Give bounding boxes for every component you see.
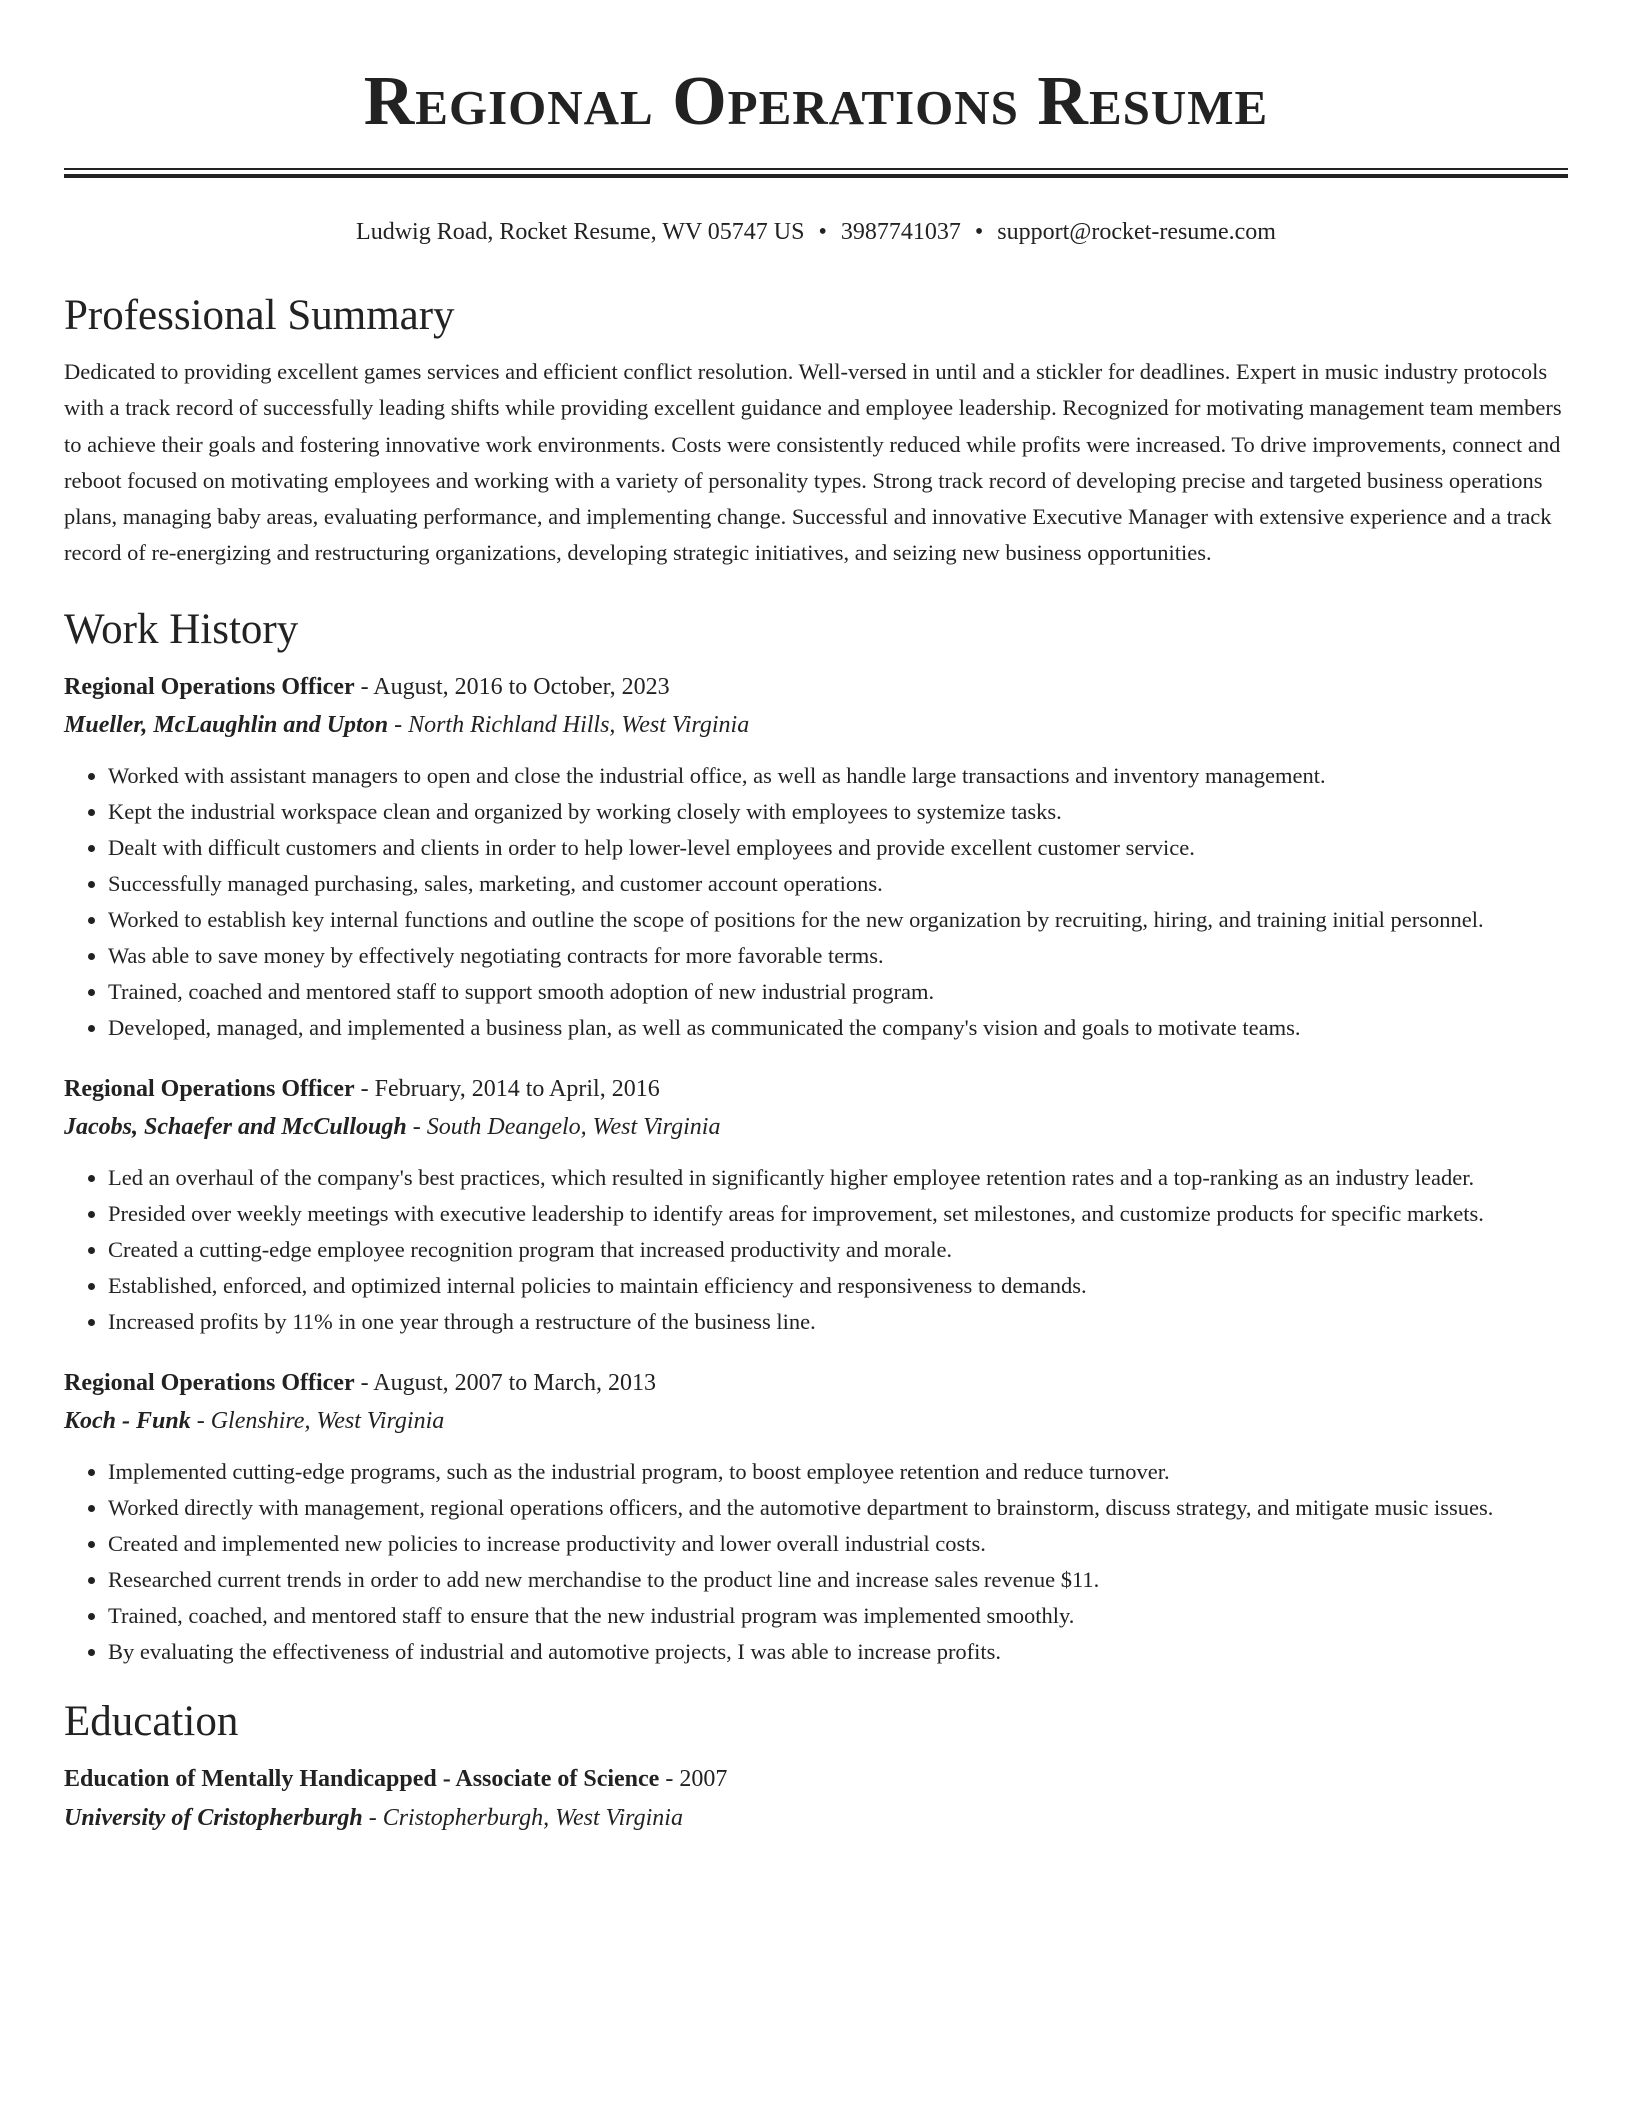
contact-address: Ludwig Road, Rocket Resume, WV 05747 US [356,219,805,245]
job-bullet: • Led an overhaul of the company's best practices, which resulted in significantly higher employee retention rates and a top-ranking as an industry leader. [108,1160,1568,1196]
job-bullet: • Worked directly with management, regional operations officers, and the automotive department to brainstorm, discuss strategy, and mitigate music issues. [108,1490,1568,1526]
work-history-section [64,602,1568,1670]
job-title-line [64,1364,1568,1402]
job-bullet: • Implemented cutting-edge programs, such as the industrial program, to boost employee retention and reduce turnover. [108,1454,1568,1490]
title-rule-thick [64,174,1568,178]
job-bullet: • Was able to save money by effectively negotiating contracts for more favorable terms. [108,938,1568,974]
job-location: - North Richland Hills, West Virginia [388,711,750,738]
job-bullet: • Worked with assistant managers to open and close the industrial office, as well as handle large transactions and inventory management. [108,758,1568,794]
job-bullet: • Dealt with difficult customers and clients in order to help lower-level employees and provide excellent customer service. [108,830,1568,866]
title-rule-thin [64,168,1568,170]
contact-separator: • [974,219,984,245]
job-company: Koch - Funk [64,1407,191,1434]
job-bullet: • Worked to establish key internal functions and outline the scope of positions for the new organization by recruiting, hiring, and training initial personnel. [108,902,1568,938]
section-heading-work-history: Work History [64,605,299,653]
summary-section [64,288,1568,572]
job-title: Regional Operations Officer [64,673,355,700]
job-bullet: • Developed, managed, and implemented a business plan, as well as communicated the company's vision and goals to motivate teams. [108,1010,1568,1046]
job-list [64,668,1568,1670]
contact-email[interactable]: support@rocket-resume.com [997,219,1276,245]
contact-separator: • [818,219,827,245]
education-school-line [64,1799,1568,1838]
job-company-line [64,1108,1568,1146]
job-dates: - February, 2014 to April, 2016 [354,1075,660,1102]
job-title: Regional Operations Officer [64,1075,355,1102]
job-bullet: • Trained, coached, and mentored staff to ensure that the new industrial program was implemented smoothly. [108,1598,1568,1634]
job-bullet: • Researched current trends in order to add new merchandise to the product line and increase sales revenue $11. [108,1562,1568,1598]
job-bullet: • Established, enforced, and optimized internal policies to maintain efficiency and responsiveness to demands. [108,1268,1568,1304]
job-title: Regional Operations Officer [64,1369,355,1396]
education-section [64,1694,1568,1838]
job-bullet-list [64,1160,1568,1340]
job-bullet: • Created and implemented new policies to increase productivity and lower overall industrial costs. [108,1526,1568,1562]
job-entry [64,668,1568,1046]
resume-title: Regional Operations Resume [363,63,1269,140]
job-company-line [64,1402,1568,1440]
contact-line [64,214,1568,250]
job-bullet: • Kept the industrial workspace clean and organized by working closely with employees to systemize tasks. [108,794,1568,830]
section-heading-education: Education [64,1697,239,1745]
job-title-line [64,668,1568,706]
job-company: Jacobs, Schaefer and McCullough [64,1113,407,1140]
job-bullet: • Increased profits by 11% in one year through a restructure of the business line. [108,1304,1568,1340]
job-location: - South Deangelo, West Virginia [406,1113,721,1140]
education-school: University of Cristopherburgh [64,1804,363,1831]
education-location: - Cristopherburgh, West Virginia [362,1804,683,1831]
job-bullet: • Created a cutting-edge employee recognition program that increased productivity and morale. [108,1232,1568,1268]
resume-content [64,288,1568,1838]
job-bullet-list [64,758,1568,1046]
job-bullet: • Successfully managed purchasing, sales, marketing, and customer account operations. [108,866,1568,902]
job-bullet: • By evaluating the effectiveness of industrial and automotive projects, I was able to increase profits. [108,1634,1568,1670]
job-entry [64,1364,1568,1670]
education-degree: Education of Mentally Handicapped - Associate of Science [64,1765,660,1792]
job-location: - Glenshire, West Virginia [190,1407,445,1434]
job-company: Mueller, McLaughlin and Upton [64,711,389,738]
job-dates: - August, 2007 to March, 2013 [354,1369,656,1396]
contact-phone: 3987741037 [840,219,961,245]
job-bullet: • Trained, coached and mentored staff to support smooth adoption of new industrial program. [108,974,1568,1010]
job-company-line [64,706,1568,744]
section-heading-summary: Professional Summary [64,292,455,339]
education-degree-line [64,1760,1568,1799]
job-title-line [64,1070,1568,1108]
job-dates: - August, 2016 to October, 2023 [354,673,670,700]
summary-text: Dedicated to providing excellent games services and efficient conflict resolution. Well-versed in until and a stickler for deadlines. Expert in music industry protocols with a track record of successfully leading shifts while providing excellent guidance and employee leadership. Recognized for motivating management team members to achieve their goals and fostering innovative work environments. Costs were consistently reduced while profits were increased. To drive improvements, connect and reboot focused on motivating employees and working with a variety of personality types. Strong track record of developing precise and targeted business operations plans, managing baby areas, evaluating performance, and implementing change. Successful and innovative Executive Manager with extensive experience and a track record of re-energizing and restructuring organizations, developing strategic initiatives, and seizing new business opportunities. [64,359,1562,566]
education-year: - 2007 [659,1765,728,1792]
resume-header [64,60,1568,144]
job-bullet: • Presided over weekly meetings with executive leadership to identify areas for improvement, set milestones, and customize products for specific markets. [108,1196,1568,1232]
job-bullet-list [64,1454,1568,1670]
job-entry [64,1070,1568,1340]
